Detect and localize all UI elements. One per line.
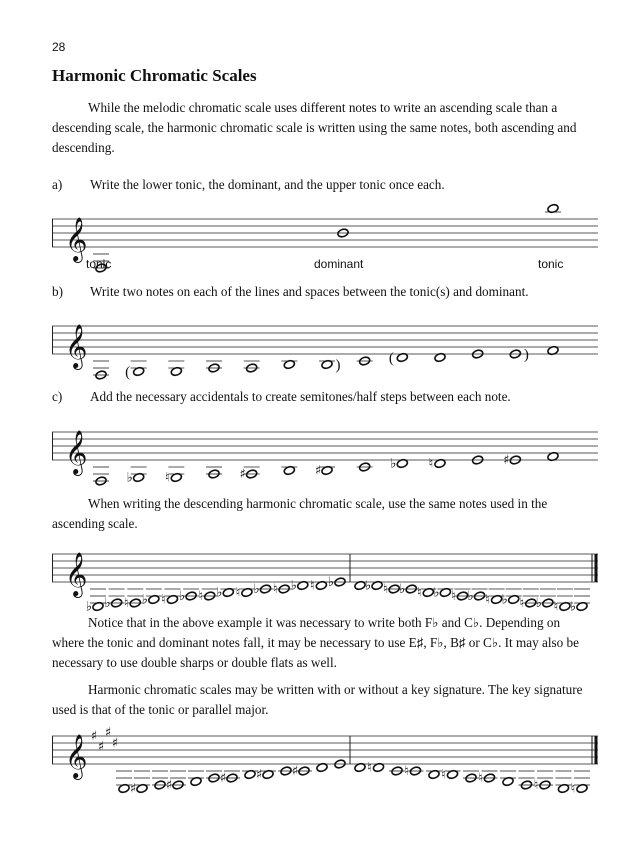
label-dominant: dominant xyxy=(314,257,364,271)
accidental-icon: ♯ xyxy=(165,778,173,793)
key-signature-sharp-icon: ♯ xyxy=(111,736,119,751)
accidental-icon: ♮ xyxy=(553,599,559,615)
step-a-letter: a) xyxy=(52,177,63,192)
intro-paragraph xyxy=(52,98,588,158)
accidental-icon: ♮ xyxy=(478,771,483,786)
accidental-icon: ♯ xyxy=(129,781,137,797)
accidental-icon: ♮ xyxy=(272,582,278,597)
accidental-icon: ♮ xyxy=(165,470,170,486)
notice-paragraph xyxy=(52,613,588,673)
descending-paragraph xyxy=(52,494,588,534)
staff-c-accidentals xyxy=(52,418,598,486)
accidental-icon: ♭ xyxy=(467,589,474,604)
step-b-letter: b) xyxy=(52,284,63,299)
accidental-icon: ♯ xyxy=(314,463,322,479)
accidental-icon: ♭ xyxy=(104,596,111,611)
accidental-icon: ♭ xyxy=(126,470,133,486)
open-paren: ( xyxy=(388,350,394,367)
accidental-icon: ♭ xyxy=(179,589,186,604)
notice-text: Notice that in the above example it was necessary to write both F♭ and C♭. Depending on where the tonic and dominant notes fall, it may be necessary to use E♯, F♭, B♯ or C♭. It may also be necessary to use double sharps or double flats as well. xyxy=(52,615,579,670)
close-paren: ) xyxy=(335,357,341,374)
accidental-icon: ♭ xyxy=(327,575,335,590)
intro-text: While the melodic chromatic scale uses different notes to write an ascending scale than a descending scale, the harmonic chromatic scale is written using the same notes, both ascending and descending. xyxy=(52,100,577,155)
accidental-icon: ♮ xyxy=(519,596,525,611)
step-c-letter: c) xyxy=(52,389,63,404)
key-signature-sharp-icon: ♯ xyxy=(104,725,112,741)
accidental-icon: ♭ xyxy=(290,578,297,594)
accidental-icon: ♭ xyxy=(141,592,148,608)
accidental-icon: ♭ xyxy=(390,456,397,472)
accidental-icon: ♮ xyxy=(123,596,129,611)
accidental-icon: ♮ xyxy=(570,781,576,797)
key-signature-sharp-icon: ♯ xyxy=(97,739,105,755)
accidental-icon: ♮ xyxy=(367,760,372,776)
open-paren: ( xyxy=(125,364,131,381)
staff-a-tonic-dominant xyxy=(52,205,598,265)
step-a-text: Write the lower tonic, the dominant, and the upper tonic once each. xyxy=(90,177,445,192)
descending-text: When writing the descending harmonic chromatic scale, use the same notes used in the ascending scale. xyxy=(52,496,548,531)
key-signature-sharp-icon: ♯ xyxy=(90,729,98,744)
label-tonic-lower: tonic xyxy=(86,257,112,271)
accidental-icon: ♭ xyxy=(399,582,406,597)
accidental-icon: ♮ xyxy=(382,582,388,597)
accidental-icon: ♭ xyxy=(85,599,93,615)
staff-e-key-signature xyxy=(52,722,598,797)
step-c-text: Add the necessary accidentals to create semitones/half steps between each note. xyxy=(90,389,511,404)
accidental-icon: ♮ xyxy=(198,589,204,604)
treble-clef-icon: 𝄞 xyxy=(65,324,88,368)
staff-d-ascending-descending xyxy=(52,540,598,615)
accidental-icon: ♮ xyxy=(310,578,315,594)
accidental-icon: ♮ xyxy=(441,767,446,783)
accidental-icon: ♮ xyxy=(161,592,166,608)
accidental-icon: ♭ xyxy=(365,578,372,594)
label-tonic-upper: tonic xyxy=(538,257,564,271)
accidental-icon: ♮ xyxy=(533,778,539,793)
accidental-icon: ♮ xyxy=(235,585,241,601)
accidental-icon: ♭ xyxy=(569,599,577,615)
keysig-text: Harmonic chromatic scales may be written with or without a key signature. The key signature used is that of the tonic or parallel major. xyxy=(52,682,583,717)
treble-clef-icon: 𝄞 xyxy=(65,734,88,778)
accidental-icon: ♮ xyxy=(428,456,434,472)
step-b-text: Write two notes on each of the lines and spaces between the tonic(s) and dominant. xyxy=(90,284,529,299)
accidental-icon: ♯ xyxy=(503,453,510,468)
accidental-icon: ♯ xyxy=(291,764,299,779)
accidental-icon: ♭ xyxy=(501,592,508,608)
close-paren: ) xyxy=(523,347,529,363)
accidental-icon: ♮ xyxy=(451,589,456,604)
page-number: 28 xyxy=(52,40,66,54)
accidental-icon: ♮ xyxy=(485,592,490,608)
accidental-icon: ♮ xyxy=(416,585,422,601)
accidental-icon: ♭ xyxy=(253,582,260,597)
accidental-icon: ♮ xyxy=(404,764,409,779)
accidental-icon: ♯ xyxy=(255,767,263,783)
section-title: Harmonic Chromatic Scales xyxy=(52,66,257,85)
treble-clef-icon: 𝄞 xyxy=(65,552,88,596)
accidental-icon: ♯ xyxy=(219,771,227,786)
staff-b-line-space-notes xyxy=(52,312,598,381)
accidental-icon: ♭ xyxy=(433,585,440,601)
accidental-icon: ♭ xyxy=(535,596,542,611)
treble-clef-icon: 𝄞 xyxy=(65,217,88,261)
accidental-icon: ♯ xyxy=(239,467,246,482)
accidental-icon: ♭ xyxy=(216,585,223,601)
treble-clef-icon: 𝄞 xyxy=(65,430,88,474)
keysig-paragraph xyxy=(52,680,588,720)
